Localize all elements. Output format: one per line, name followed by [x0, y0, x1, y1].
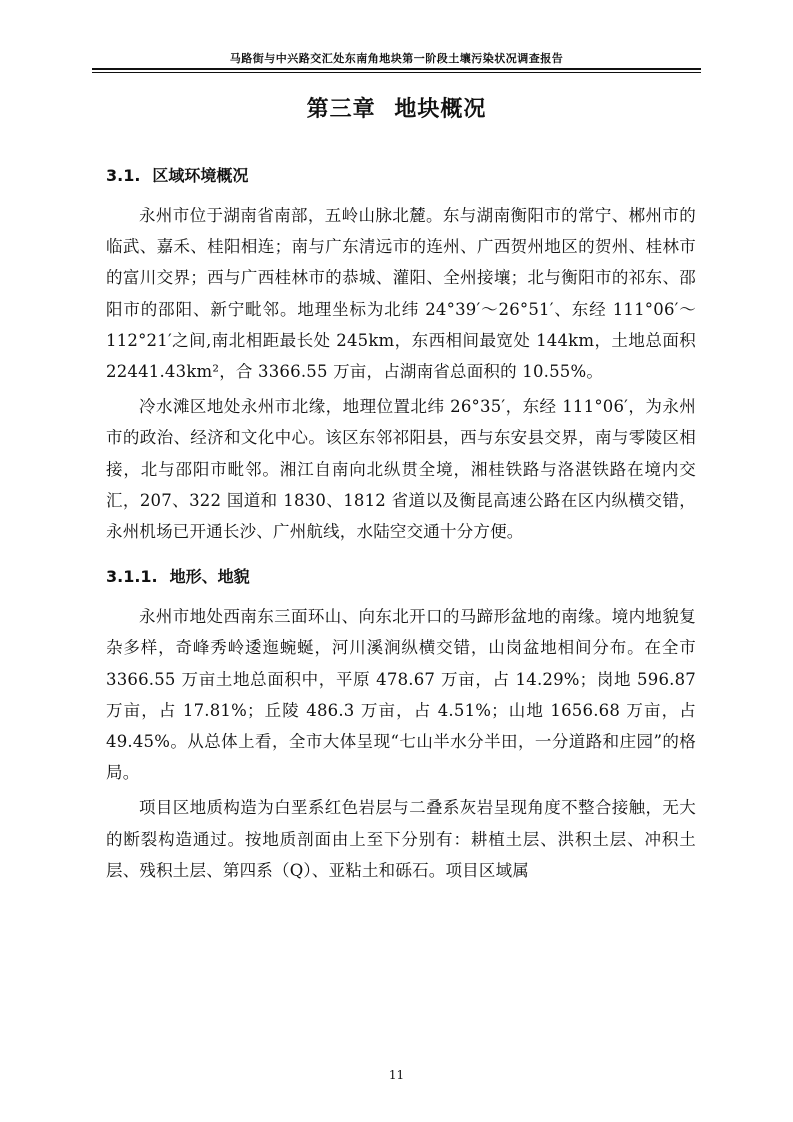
- section-heading-3-1-1: [106, 559, 696, 595]
- running-header: 马路街与中兴路交汇处东南角地块第一阶段土壤污染状况调查报告: [229, 52, 564, 65]
- section-number: 3.1.: [106, 166, 141, 185]
- section-title: 地形、地貌: [169, 567, 250, 587]
- chapter-title: 第三章 地块概况: [306, 97, 487, 122]
- section-number: 3.1.1.: [106, 567, 158, 587]
- header-rule-thin: [92, 72, 701, 73]
- paragraph: 冷水滩区地处永州市北缘，地理位置北纬 26°35′，东经 111°06′，为永州市的政治、经济和文化中心。该区东邻祁阳县，西与东安县交界，南与零陵区相接，北与邵阳市毗邻。湘江自南向北纵贯全境，湘桂铁路与洛湛铁路在境内交汇，207、322 国道和 1830、1812 省道以及衡昆高速公路在区内纵横交错，永州机场已开通长沙、广州航线，水陆空交通十分方便。: [106, 397, 696, 542]
- section-title: 区域环境概况: [152, 166, 249, 185]
- paragraph: 永州市地处西南东三面环山、向东北开口的马蹄形盆地的南缘。境内地貌复杂多样，奇峰秀岭逶迤蜿蜒，河川溪涧纵横交错，山岗盆地相间分布。在全市 3366.55 万亩土地总面积中，平原 478.67 万亩，占 14.29%；岗地 596.87 万亩，占 17.81%；丘陵 486.3 万亩，占 4.51%；山地 1656.68 万亩，占 49.45%。从总体上看，全市大体呈现“七山半水分半田，一分道路和庄园”的格局。: [106, 607, 696, 783]
- paragraph: 永州市位于湖南省南部，五岭山脉北麓。东与湖南衡阳市的常宁、郴州市的临武、嘉禾、桂阳相连；南与广东清远市的连州、广西贺州地区的贺州、桂林市的富川交界；西与广西桂林市的恭城、灌阳、全州接壤；北与衡阳市的祁东、邵阳市的邵阳、新宁毗邻。地理坐标为北纬 24°39′～26°51′、东经 111°06′～112°21′之间,南北相距最长处 245km，东西相间最宽处 144km，土地总面积 22441.43km²，合 3366.55 万亩，占湖南省总面积的 10.55%。: [106, 206, 696, 382]
- paragraph: 项目区地质构造为白垩系红色岩层与二叠系灰岩呈现角度不整合接触，无大的断裂构造通过。按地质剖面由上至下分别有：耕植土层、洪积土层、冲积土层、残积土层、第四系（Q）、亚粘土和砾石。项目区域属: [106, 798, 696, 880]
- header-rule: [92, 68, 701, 70]
- section-heading-3-1: [106, 158, 696, 194]
- body-content: [106, 158, 696, 886]
- page-number: 11: [388, 1068, 405, 1082]
